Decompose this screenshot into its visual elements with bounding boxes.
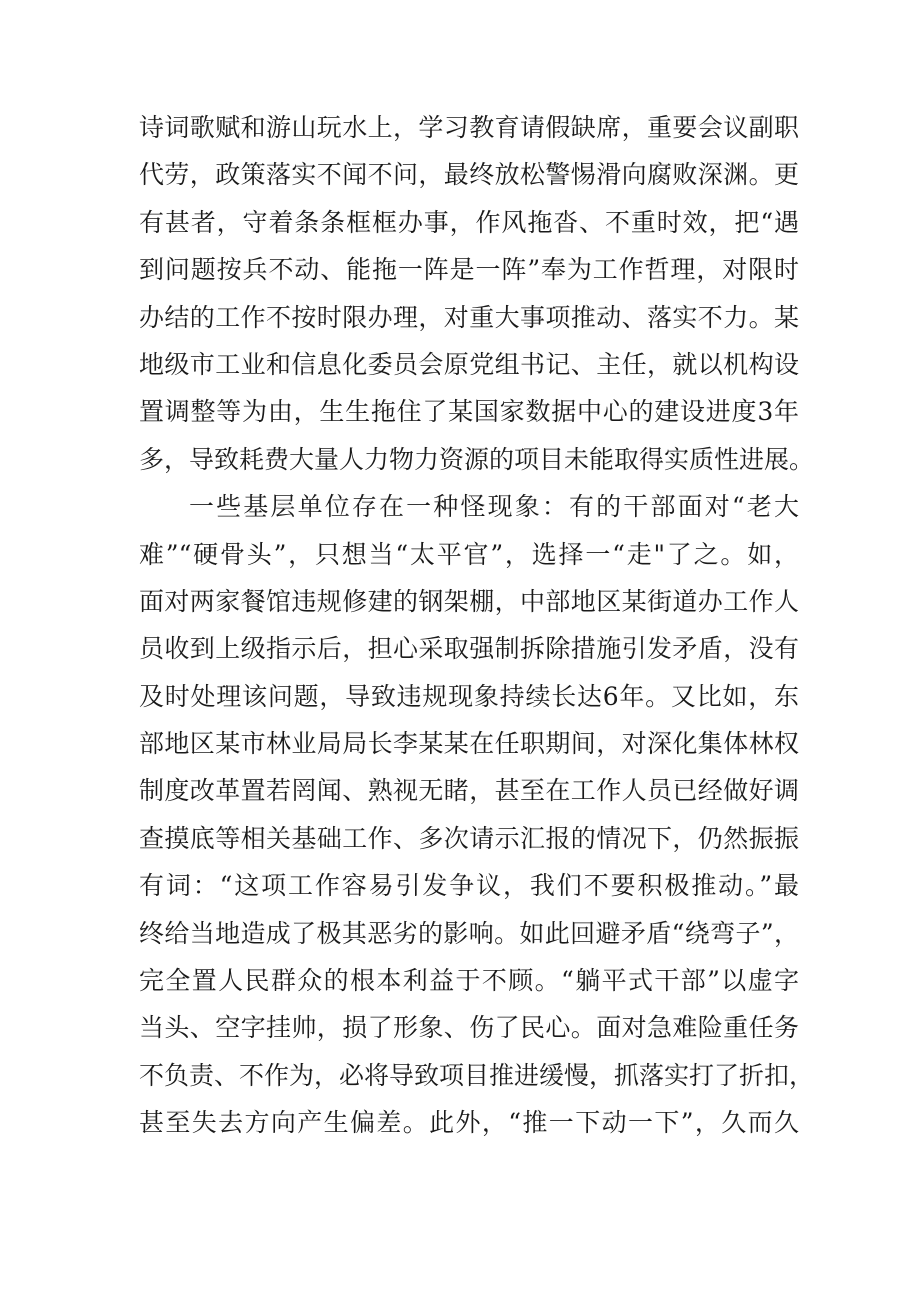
text-line: 到问题按兵不动、能拖一阵是一阵”奉为工作哲理，对限时: [139, 255, 799, 285]
text-line: 多，导致耗费大量人力物力资源的项目未能取得实质性进展。: [139, 444, 815, 474]
text-line: 代劳，政策落实不闻不问，最终放松警惕滑向腐败深渊。更: [139, 160, 799, 190]
text-line: 及时处理该问题，导致违规现象持续长达6年。又比如，东: [139, 681, 799, 711]
text-line: 查摸底等相关基础工作、多次请示汇报的情况下，仍然振振: [139, 823, 799, 853]
text-line: 有词：“这项工作容易引发争议，我们不要积极推动。”最: [139, 871, 799, 901]
text-line: 诗词歌赋和游山玩水上，学习教育请假缺席，重要会议副职: [139, 113, 799, 142]
text-line: 完全置人民群众的根本利益于不顾。“躺平式干部”以虚字: [139, 966, 799, 996]
text-line: 置调整等为由，生生拖住了某国家数据中心的建设进度3年: [139, 397, 799, 427]
text-line: 面对两家餐馆违规修建的钢架棚，中部地区某街道办工作人: [139, 586, 799, 616]
paragraph-first-line: 一些基层单位存在一种怪现象：有的干部面对“老大: [189, 492, 799, 522]
text-line: 当头、空字挂帅，损了形象、伤了民心。面对急难险重任务: [139, 1013, 799, 1043]
text-line: 有甚者，守着条条框框办事，作风拖沓、不重时效，把“遇: [139, 207, 799, 237]
text-line: 终给当地造成了极其恶劣的影响。如此回避矛盾“绕弯子”，: [139, 918, 799, 948]
text-line: 不负责、不作为，必将导致项目推进缓慢，抓落实打了折扣，: [139, 1060, 815, 1090]
text-line: 办结的工作不按时限办理，对重大事项推动、落实不力。某: [139, 302, 799, 332]
text-line: 制度改革置若罔闻、熟视无睹，甚至在工作人员已经做好调: [139, 776, 799, 806]
text-line: 员收到上级指示后，担心采取强制拆除措施引发矛盾，没有: [139, 634, 799, 664]
text-line: 地级市工业和信息化委员会原党组书记、主任，就以机构设: [139, 349, 799, 379]
text-line: 难”“硬骨头”，只想当“太平官”，选择一“走"了之。如，: [139, 539, 799, 569]
text-line: 部地区某市林业局局长李某某在任职期间，对深化集体林权: [139, 729, 799, 759]
body-text: [139, 104, 815, 1147]
text-line: 甚至失去方向产生偏差。此外，“推一下动一下”，久而久: [139, 1108, 799, 1138]
